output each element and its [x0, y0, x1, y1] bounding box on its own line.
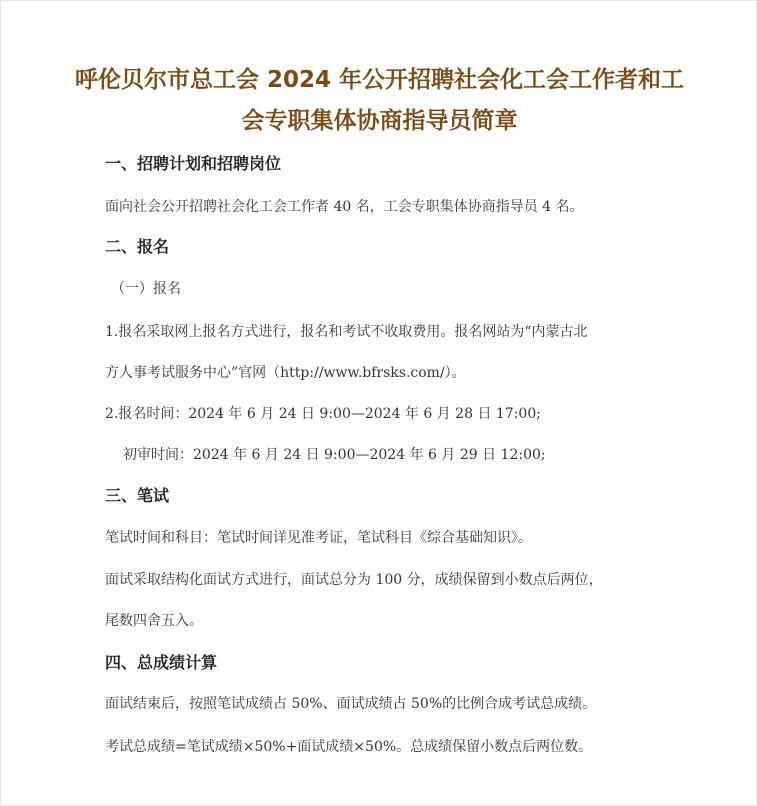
paragraph-registration-method-line-1: 1.报名采取网上报名方式进行，报名和考试不收取费用。报名网站为“内蒙古北: [105, 324, 588, 340]
document-title-line-2: 会专职集体协商指导员简章: [241, 108, 518, 134]
section-heading-written-exam: 三、笔试: [105, 486, 170, 505]
section-heading-total-score: 四、总成绩计算: [105, 653, 218, 672]
section-heading-registration: 二、报名: [105, 237, 170, 256]
paragraph-score-formula: 考试总成绩=笔试成绩×50%+面试成绩×50%。总成绩保留小数点后两位数。: [105, 739, 593, 755]
paragraph-exam-time-subject: 笔试时间和科目：笔试时间详见准考证，笔试科目《综合基础知识》。: [105, 530, 532, 546]
paragraph-score-composition: 面试结束后，按照笔试成绩占 50%、面试成绩占 50%的比例合成考试总成绩。: [105, 696, 597, 712]
section-heading-recruitment-plan: 一、招聘计划和招聘岗位: [105, 154, 282, 173]
paragraph-recruitment-quota: 面向社会公开招聘社会化工会工作者 40 名，工会专职集体协商指导员 4 名。: [105, 199, 584, 215]
paragraph-registration-time: 2.报名时间：2024 年 6 月 24 日 9:00—2024 年 6 月 28 日 17:00;: [105, 406, 541, 422]
paragraph-interview-method-line-1: 面试采取结构化面试方式进行，面试总分为 100 分，成绩保留到小数点后两位，: [105, 572, 603, 588]
paragraph-preliminary-review-time: 初审时间：2024 年 6 月 24 日 9:00—2024 年 6 月 29 日 12:00;: [123, 447, 546, 463]
paragraph-registration-method-line-2: 方人事考试服务中心”官网（http://www.bfrsks.com/）。: [105, 365, 466, 381]
subheading-registration: （一）报名: [111, 281, 181, 297]
document-title-line-1: 呼伦贝尔市总工会 2024 年公开招聘社会化工会工作者和工: [74, 67, 685, 93]
paragraph-interview-method-line-2: 尾数四舍五入。: [105, 613, 203, 629]
